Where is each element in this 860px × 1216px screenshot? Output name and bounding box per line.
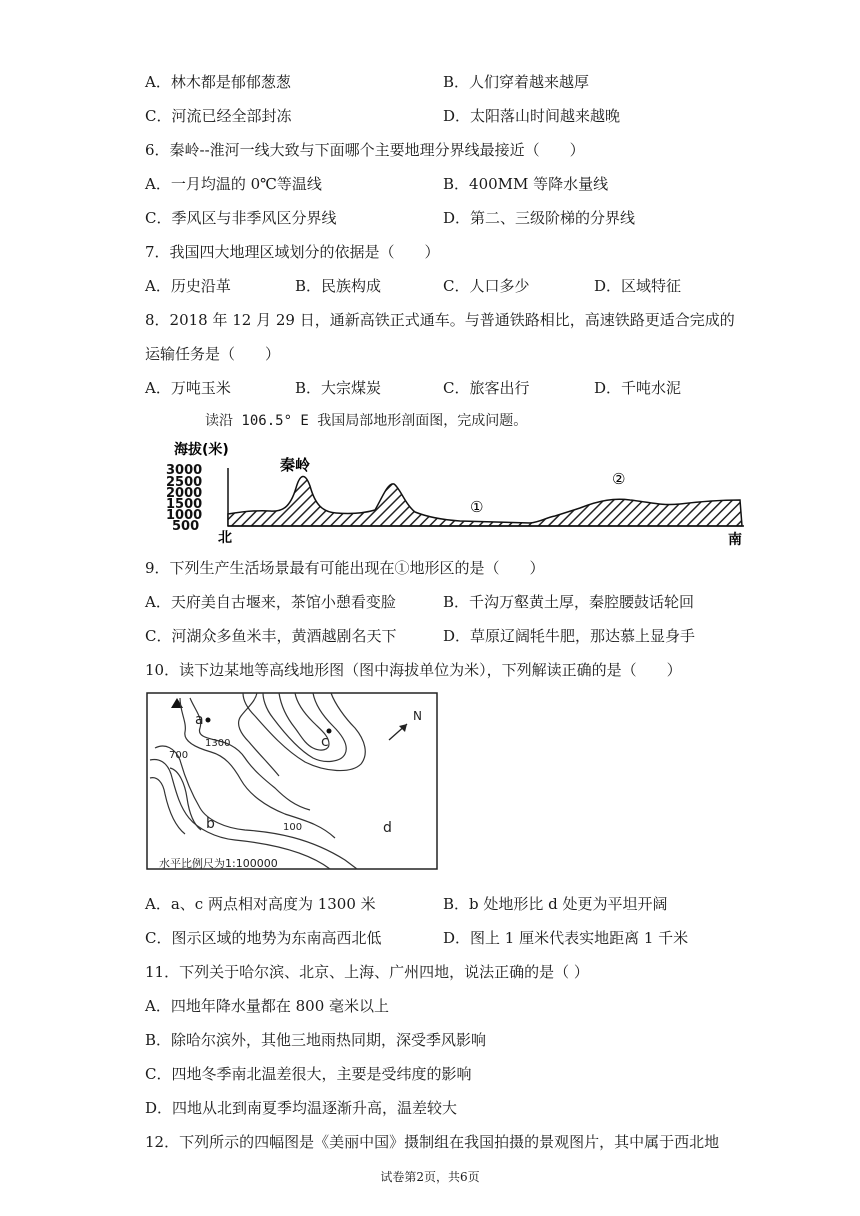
terrain-profile-figure (160, 438, 760, 550)
q7-option-d: D．区域特征 (594, 277, 682, 295)
q8-stem-line1: 8．2018 年 12 月 29 日，通新高铁正式通车。与普通铁路相比，高速铁路更适合完成的 (145, 311, 735, 329)
profile-ylabel: 海拔(米) (174, 442, 229, 458)
q5-option-a: A．林木都是郁郁葱葱 (145, 73, 291, 91)
q11-stem: 11．下列关于哈尔滨、北京、上海、广州四地，说法正确的是（ ） (145, 963, 589, 981)
q7-option-a: A．历史沿革 (145, 277, 231, 295)
profile-south-label: 南 (728, 532, 742, 548)
q9-option-b: B．千沟万壑黄土厚，秦腔腰鼓话轮回 (443, 593, 695, 611)
label-c: c (321, 734, 329, 750)
q10-option-c: C．图示区域的地势为东南高西北低 (145, 929, 382, 947)
ytick-2000: 2000 (166, 486, 203, 501)
q5-option-c: C．河流已经全部封冻 (145, 107, 292, 125)
point-c (327, 729, 332, 734)
ytick-500: 500 (172, 519, 200, 534)
q11-option-c: C．四地冬季南北温差很大，主要是受纬度的影响 (145, 1065, 472, 1083)
north-label: N (413, 709, 422, 723)
contour-label-700: 700 (169, 750, 189, 761)
ytick-2500: 2500 (166, 475, 203, 490)
contour-map-figure (145, 688, 440, 873)
q6-option-d: D．第二、三级阶梯的分界线 (443, 209, 636, 227)
q10-option-b: B．b 处地形比 d 处更为平坦开阔 (443, 895, 668, 913)
q5-option-b: B．人们穿着越来越厚 (443, 73, 590, 91)
q6-option-b: B．400MM 等降水量线 (443, 175, 609, 193)
q10-option-a: A．a、c 两点相对高度为 1300 米 (145, 895, 376, 913)
q8-option-c: C．旅客出行 (443, 379, 530, 397)
q7-option-c: C．人口多少 (443, 277, 530, 295)
contour-label-1300: 1300 (205, 738, 231, 749)
ytick-3000: 3000 (166, 463, 203, 478)
qinling-label: 秦岭 (280, 456, 311, 474)
q6-option-c: C．季风区与非季风区分界线 (145, 209, 337, 227)
q10-option-d: D．图上 1 厘米代表实地距离 1 千米 (443, 929, 689, 947)
q7-option-b: B．民族构成 (295, 277, 382, 295)
q6-stem: 6．秦岭--淮河一线大致与下面哪个主要地理分界线最接近（ ） (145, 141, 585, 159)
q8-stem-line2: 运输任务是（ ） (145, 345, 281, 363)
q11-option-b: B．除哈尔滨外，其他三地雨热同期，深受季风影响 (145, 1031, 487, 1049)
q12-stem: 12．下列所示的四幅图是《美丽中国》摄制组在我国拍摄的景观图片，其中属于西北地 (145, 1133, 720, 1151)
label-b: b (206, 816, 215, 832)
point-a (206, 718, 211, 723)
q8-option-b: B．大宗煤炭 (295, 379, 382, 397)
q8-option-a: A．万吨玉米 (145, 379, 231, 397)
ytick-1000: 1000 (166, 508, 203, 523)
profile-mark-1: ① (470, 498, 484, 516)
q8-option-d: D．千吨水泥 (594, 379, 682, 397)
q9-option-d: D．草原辽阔牦牛肥，那达慕上显身手 (443, 627, 696, 645)
q11-option-a: A．四地年降水量都在 800 毫米以上 (145, 997, 390, 1015)
q9-option-a: A．天府美自古堰来，茶馆小憩看变脸 (145, 593, 396, 611)
q10-stem: 10．读下边某地等高线地形图（图中海拔单位为米），下列解读正确的是（ ） (145, 661, 682, 679)
label-d: d (383, 820, 392, 836)
terrain-profile-shape (228, 476, 742, 526)
q9-option-c: C．河湖众多鱼米丰，黄酒越剧名天下 (145, 627, 397, 645)
q9-stem: 9．下列生产生活场景最有可能出现在①地形区的是（ ） (145, 559, 545, 577)
q7-stem: 7．我国四大地理区域划分的依据是（ ） (145, 243, 440, 261)
profile-mark-2: ② (612, 470, 626, 488)
scale-label: 水平比例尺为1:100000 (159, 857, 278, 870)
q11-option-d: D．四地从北到南夏季均温逐渐升高，温差较大 (145, 1099, 458, 1117)
contour-label-100: 100 (283, 822, 303, 833)
q6-option-a: A．一月均温的 0℃等温线 (145, 175, 322, 193)
contour-map-frame (147, 693, 437, 869)
profile-north-label: 北 (218, 530, 232, 546)
page-footer: 试卷第2页，共6页 (380, 1170, 480, 1184)
label-a: a (195, 712, 204, 728)
ytick-1500: 1500 (166, 497, 203, 512)
q5-option-d: D．太阳落山时间越来越晚 (443, 107, 621, 125)
profile-intro: 读沿 106.5° E 我国局部地形剖面图，完成问题。 (205, 413, 528, 429)
